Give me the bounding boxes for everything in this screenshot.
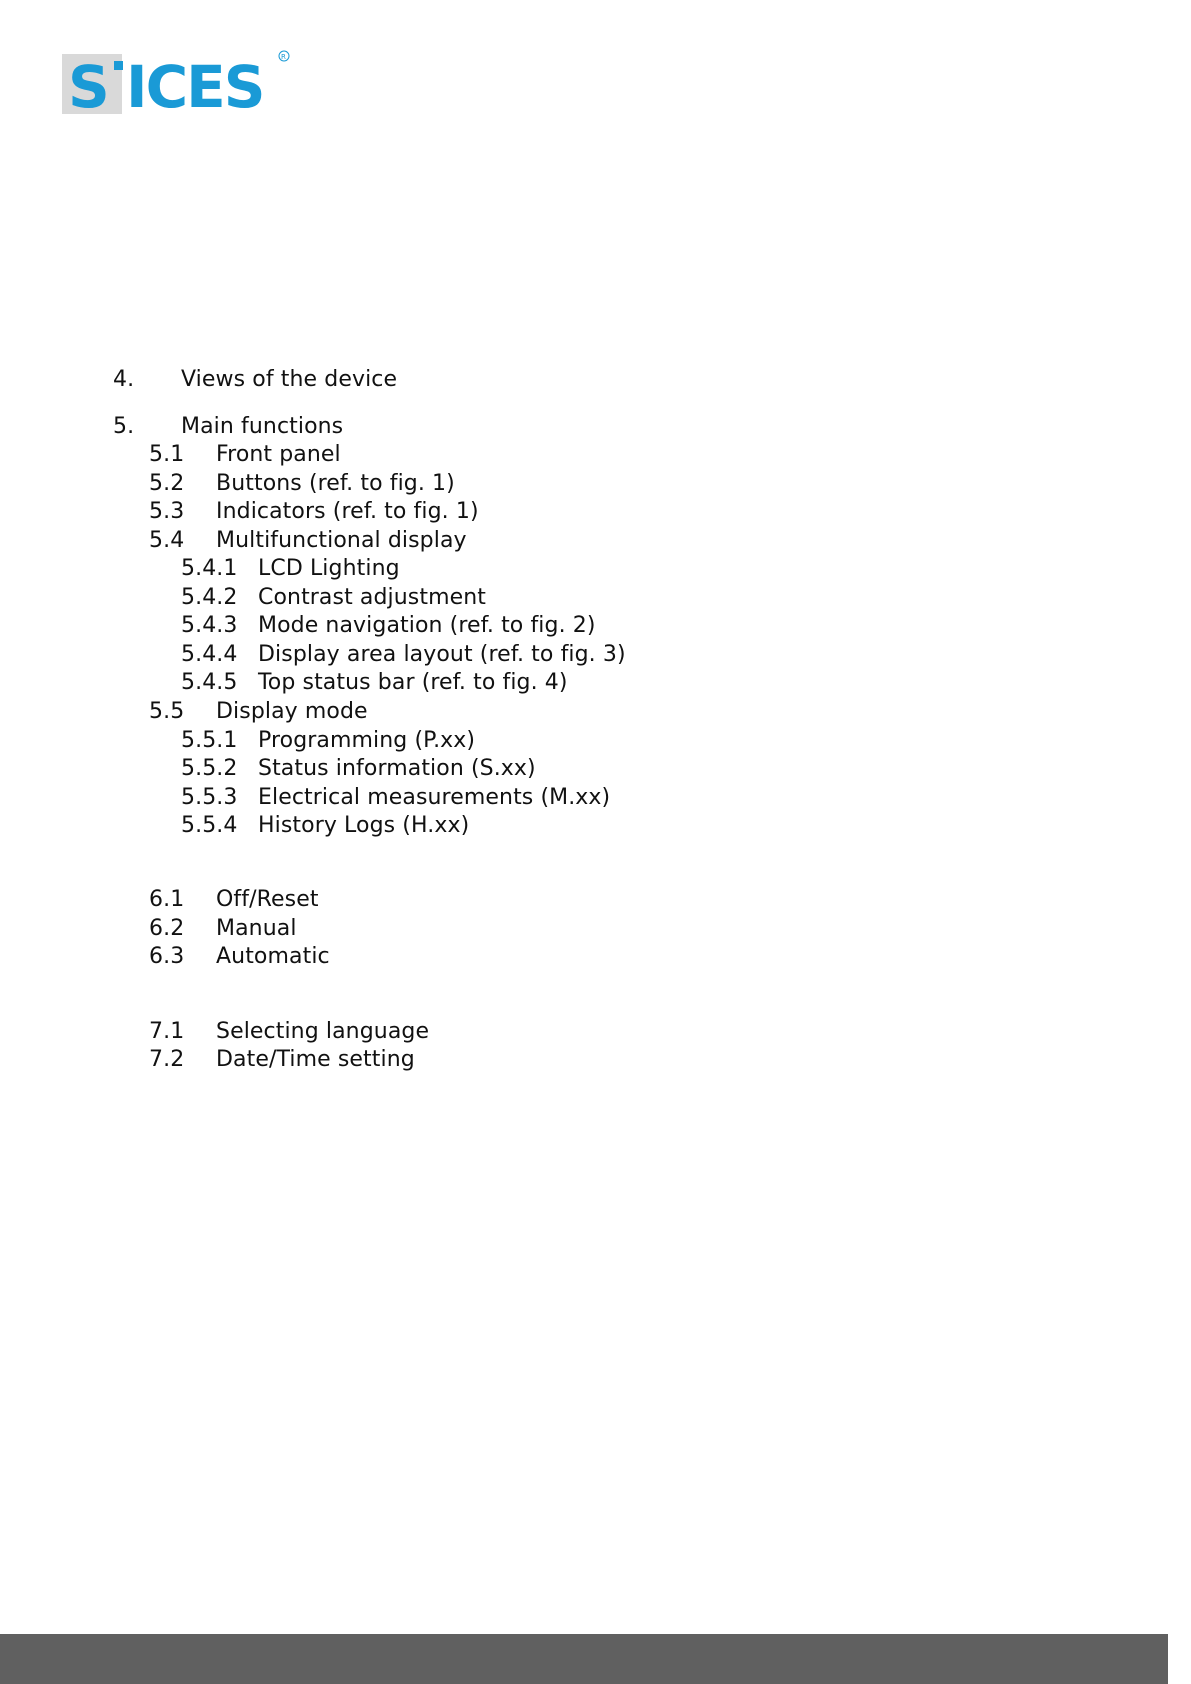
toc-number: 6.3 [149, 944, 185, 969]
toc-number: 5.5.2 [181, 756, 238, 781]
toc-number: 5.4.4 [181, 642, 238, 667]
toc-number: 5.5.3 [181, 785, 238, 810]
toc-title: Programming (P.xx) [258, 728, 476, 753]
toc-title: LCD Lighting [258, 556, 400, 581]
toc-title: Buttons (ref. to fig. 1) [216, 471, 455, 496]
toc-title: Date/Time setting [216, 1047, 415, 1072]
toc-number: 4. [113, 367, 135, 392]
svg-text:S: S [68, 53, 110, 120]
footer-bar [0, 1634, 1168, 1684]
toc-title: Selecting language [216, 1019, 430, 1044]
toc-number: 5.5.1 [181, 728, 238, 753]
toc-title: Multifunctional display [216, 528, 467, 553]
toc-title: Automatic [216, 944, 330, 969]
toc-title: Front panel [216, 442, 341, 467]
toc-title: Main functions [181, 414, 344, 439]
svg-text:ICES: ICES [126, 53, 264, 120]
toc-title: Top status bar (ref. to fig. 4) [258, 670, 568, 695]
toc-number: 7.1 [149, 1019, 185, 1044]
toc-number: 6.2 [149, 916, 185, 941]
toc-number: 5.4.5 [181, 670, 238, 695]
toc-number: 5.5.4 [181, 813, 238, 838]
toc-title: History Logs (H.xx) [258, 813, 470, 838]
toc-title: Display mode [216, 699, 368, 724]
toc-number: 5. [113, 414, 135, 439]
svg-text:R: R [281, 53, 286, 61]
toc-title: Indicators (ref. to fig. 1) [216, 499, 479, 524]
toc-title: Display area layout (ref. to fig. 3) [258, 642, 626, 667]
toc-number: 5.4.3 [181, 613, 238, 638]
toc-title: Electrical measurements (M.xx) [258, 785, 611, 810]
toc-title: Views of the device [181, 367, 398, 392]
toc-title: Manual [216, 916, 297, 941]
toc-title: Off/Reset [216, 887, 319, 912]
toc-number: 5.1 [149, 442, 185, 467]
toc-number: 7.2 [149, 1047, 185, 1072]
toc-title: Status information (S.xx) [258, 756, 536, 781]
toc-number: 5.5 [149, 699, 185, 724]
toc-title: Mode navigation (ref. to fig. 2) [258, 613, 596, 638]
toc-title: Contrast adjustment [258, 585, 487, 610]
toc-number: 5.4.2 [181, 585, 238, 610]
toc-number: 5.4 [149, 528, 185, 553]
toc-number: 5.4.1 [181, 556, 238, 581]
toc-number: 5.3 [149, 499, 185, 524]
toc-number: 6.1 [149, 887, 185, 912]
toc-number: 5.2 [149, 471, 185, 496]
